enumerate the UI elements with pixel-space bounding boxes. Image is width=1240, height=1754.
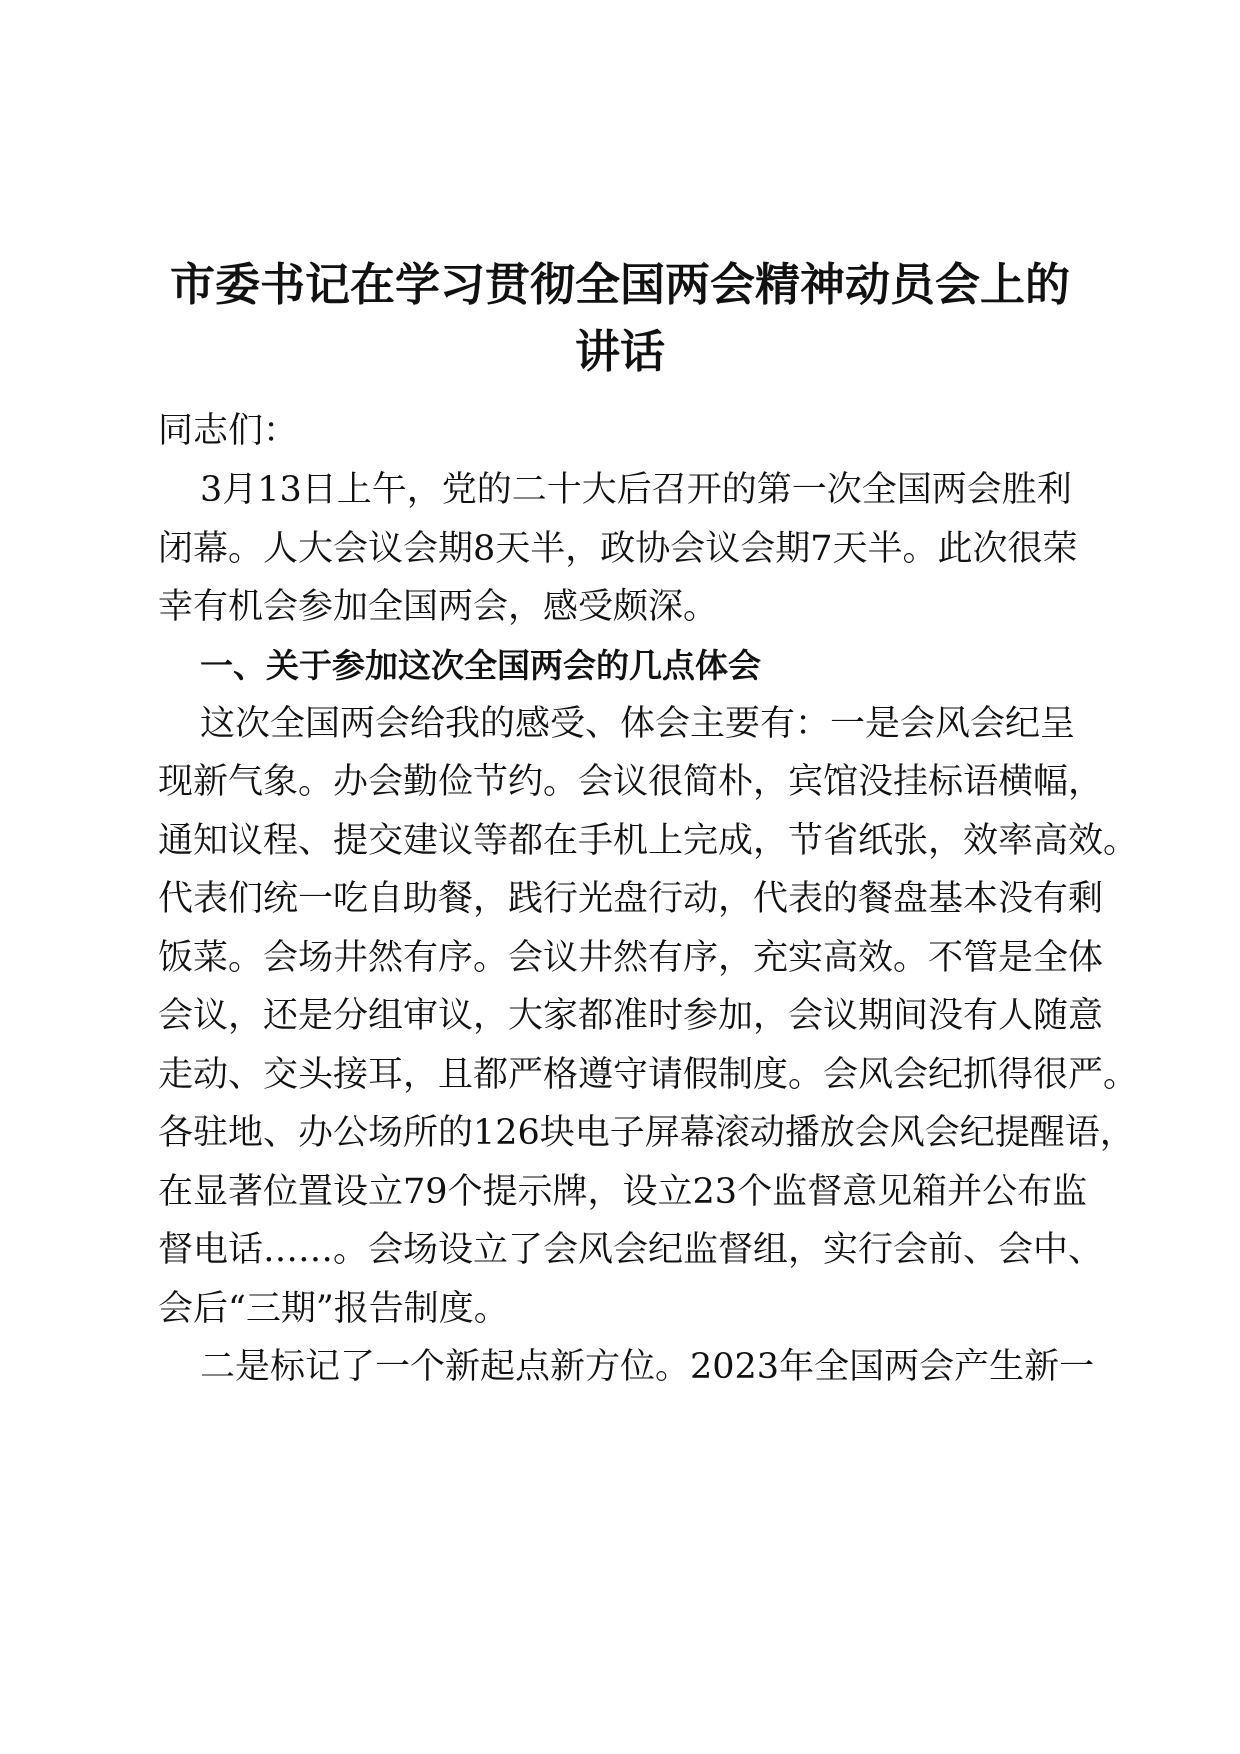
paragraph-line: 在显著位置设立79个提示牌，设立23个监督意见箱并公布监 bbox=[158, 1172, 1088, 1212]
paragraph-line: 会议，还是分组审议，大家都准时参加，会议期间没有人随意 bbox=[158, 996, 1104, 1036]
paragraph-line: 通知议程、提交建议等都在手机上完成，节省纸张，效率高效。 bbox=[158, 821, 1139, 861]
document-title-line-2: 讲话 bbox=[574, 325, 665, 378]
paragraph-line: 督电话……。会场设立了会风会纪监督组，实行会前、会中、 bbox=[158, 1230, 1104, 1270]
paragraph-line: 这次全国两会给我的感受、体会主要有：一是会风会纪呈 bbox=[200, 704, 1076, 744]
paragraph-line: 代表们统一吃自助餐，践行光盘行动，代表的餐盘基本没有剩 bbox=[158, 879, 1104, 919]
paragraph-line: 3月13日上午，党的二十大后召开的第一次全国两会胜利 bbox=[200, 470, 1072, 510]
paragraph-line: 幸有机会参加全国两会，感受颇深。 bbox=[158, 587, 719, 627]
section-heading: 一、关于参加这次全国两会的几点体会 bbox=[200, 646, 761, 685]
paragraph-line: 闭幕。人大会议会期8天半，政协会议会期7天半。此次很荣 bbox=[158, 529, 1078, 569]
paragraph-line: 饭菜。会场井然有序。会议井然有序，充实高效。不管是全体 bbox=[158, 938, 1104, 978]
paragraph-line: 会后“三期”报告制度。 bbox=[158, 1289, 509, 1329]
paragraph-line: 现新气象。办会勤俭节约。会议很简朴，宾馆没挂标语横幅， bbox=[158, 762, 1104, 802]
paragraph-line: 各驻地、办公场所的126块电子屏幕滚动播放会风会纪提醒语， bbox=[158, 1113, 1135, 1153]
paragraph-line: 走动、交头接耳，且都严格遵守请假制度。会风会纪抓得很严。 bbox=[158, 1055, 1139, 1095]
document-title-line-1: 市委书记在学习贯彻全国两会精神动员会上的 bbox=[169, 258, 1070, 311]
paragraph-line: 二是标记了一个新起点新方位。2023年全国两会产生新一 bbox=[200, 1347, 1095, 1387]
salutation: 同志们： bbox=[158, 411, 299, 451]
